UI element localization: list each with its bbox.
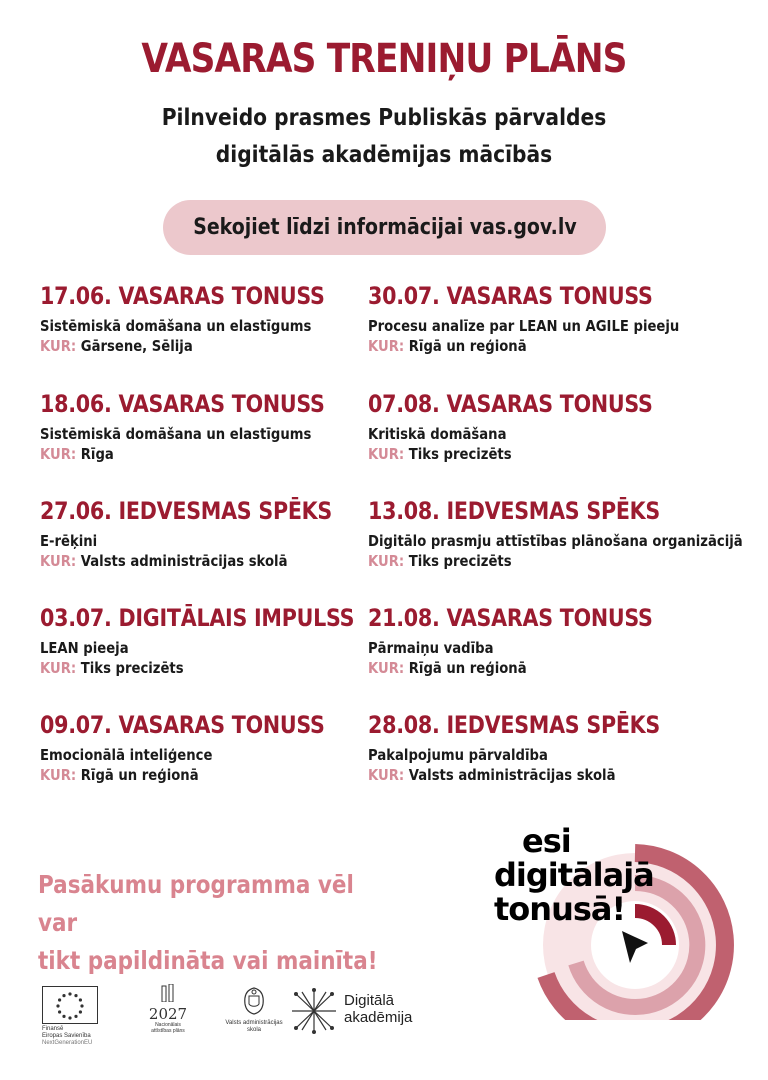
nap-bars-icon bbox=[158, 984, 178, 1002]
follow-banner bbox=[163, 200, 606, 255]
event-topic: Sistēmiskā domāšana un elastīgums bbox=[40, 317, 312, 335]
event-heading: 28.08. IEDVESMAS SPĒKS bbox=[368, 711, 661, 739]
subtitle-line-1: Pilnveido prasmes Publiskās pārvaldes bbox=[161, 105, 607, 131]
event-item bbox=[368, 282, 728, 358]
kur-label: KUR: bbox=[40, 552, 77, 570]
kur-label: KUR: bbox=[40, 445, 77, 463]
program-note bbox=[38, 866, 399, 980]
event-item bbox=[40, 390, 400, 466]
digital-academy-icon bbox=[290, 988, 338, 1034]
event-location: KUR: Rīga bbox=[40, 445, 114, 463]
event-heading: 13.08. IEDVESMAS SPĒKS bbox=[368, 497, 661, 525]
note-line-1: Pasākumu programma vēl var bbox=[38, 870, 354, 937]
event-heading: 07.08. VASARAS TONUSS bbox=[368, 390, 653, 418]
poster-subtitle bbox=[46, 100, 722, 174]
event-item bbox=[40, 604, 400, 680]
follow-text: Sekojiet līdzi informācijai vas.gov.lv bbox=[192, 215, 577, 240]
event-location: KUR: Valsts administrācijas skolā bbox=[368, 766, 616, 784]
badge-line-1: esi bbox=[522, 822, 571, 860]
event-heading: 18.06. VASARAS TONUSS bbox=[40, 390, 325, 418]
event-topic: Pakalpojumu pārvaldība bbox=[368, 746, 548, 764]
kur-label: KUR: bbox=[368, 659, 405, 677]
event-location: KUR: Rīgā un reģionā bbox=[368, 337, 527, 355]
kur-label: KUR: bbox=[368, 445, 405, 463]
subtitle-line-2: digitālās akadēmijas mācībās bbox=[215, 142, 553, 168]
vas-logo: Valsts administrācijas skola bbox=[214, 986, 294, 1034]
event-location: KUR: Rīgā un reģionā bbox=[40, 766, 199, 784]
badge-line-3: tonusā! bbox=[494, 890, 626, 928]
event-topic: Pārmaiņu vadība bbox=[368, 639, 494, 657]
event-heading: 21.08. VASARAS TONUSS bbox=[368, 604, 653, 632]
event-location: KUR: Rīgā un reģionā bbox=[368, 659, 527, 677]
event-item bbox=[40, 711, 400, 787]
event-topic: Procesu analīze par LEAN un AGILE pieeju bbox=[368, 317, 680, 335]
event-heading: 27.06. IEDVESMAS SPĒKS bbox=[40, 497, 333, 525]
event-location: KUR: Valsts administrācijas skolā bbox=[40, 552, 288, 570]
eu-flag-logo bbox=[42, 986, 98, 1024]
kur-label: KUR: bbox=[40, 337, 77, 355]
event-item bbox=[368, 604, 728, 680]
event-location: KUR: Tiks precizēts bbox=[368, 445, 512, 463]
kur-label: KUR: bbox=[368, 337, 405, 355]
note-line-2: tikt papildināta vai mainīta! bbox=[38, 946, 378, 975]
event-heading: 17.06. VASARAS TONUSS bbox=[40, 282, 325, 310]
eu-stars-icon bbox=[43, 987, 97, 1023]
event-item bbox=[368, 497, 743, 573]
nap-2027-logo: 2027 Nacionālais attīstības plāns bbox=[138, 984, 198, 1034]
kur-label: KUR: bbox=[368, 552, 405, 570]
event-heading: 30.07. VASARAS TONUSS bbox=[368, 282, 653, 310]
event-item bbox=[40, 497, 400, 573]
event-topic: Kritiskā domāšana bbox=[368, 425, 507, 443]
kur-label: KUR: bbox=[368, 766, 405, 784]
event-topic: Digitālo prasmju attīstības plānošana organizācijā bbox=[368, 532, 743, 550]
poster-title: VASARAS TRENIŅU PLĀNS bbox=[141, 36, 627, 82]
event-topic: Emocionālā inteliģence bbox=[40, 746, 213, 764]
eu-logo-text: Finansē Eiropas Savienība NextGenerationEU bbox=[42, 1026, 93, 1046]
event-item bbox=[368, 390, 728, 466]
kur-label: KUR: bbox=[40, 766, 77, 784]
event-item bbox=[40, 282, 400, 358]
kur-label: KUR: bbox=[40, 659, 77, 677]
event-topic: Sistēmiskā domāšana un elastīgums bbox=[40, 425, 312, 443]
partner-logos bbox=[36, 982, 456, 1062]
event-heading: 09.07. VASARAS TONUSS bbox=[40, 711, 325, 739]
badge-text bbox=[494, 824, 654, 926]
event-location: KUR: Tiks precizēts bbox=[40, 659, 184, 677]
event-heading: 03.07. DIGITĀLAIS IMPULSS bbox=[40, 604, 355, 632]
event-item bbox=[368, 711, 728, 787]
event-location: KUR: Tiks precizēts bbox=[368, 552, 512, 570]
digital-academy-text: Digitālā akadēmija bbox=[344, 992, 413, 1026]
event-topic: E-rēķini bbox=[40, 532, 98, 550]
coat-of-arms-icon bbox=[241, 986, 267, 1016]
badge-line-2: digitālajā bbox=[494, 856, 654, 894]
event-location: KUR: Gārsene, Sēlija bbox=[40, 337, 193, 355]
event-topic: LEAN pieeja bbox=[40, 639, 129, 657]
